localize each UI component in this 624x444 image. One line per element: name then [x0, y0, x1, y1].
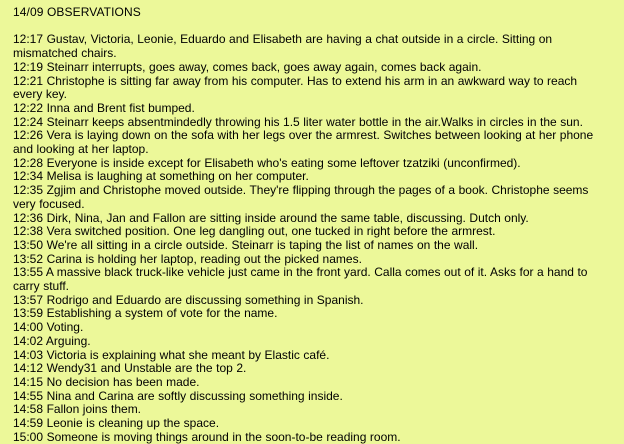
observation-entry: [13, 253, 609, 267]
entry-text: Zgjim and Christophe moved outside. They're flipping through the pages of a book. Christophe seems very focused.: [13, 183, 589, 211]
entry-text: Vera is laying down on the sofa with her legs over the armrest. Switches between looking at her phone and looking at her laptop.: [13, 128, 594, 157]
observation-entry: [13, 61, 609, 75]
entry-time: 13:52: [13, 251, 44, 266]
observation-entry: [13, 239, 609, 253]
observation-entry: [13, 116, 609, 130]
entry-time: 12:36: [13, 210, 44, 225]
entry-text: Nina and Carina are softly discussing something inside.: [46, 388, 343, 403]
observation-entry: [13, 431, 609, 444]
entry-text: Fallon joins them.: [46, 402, 142, 417]
observation-entry: [13, 321, 609, 335]
observation-entry: [13, 184, 609, 211]
entry-time: 14:55: [13, 388, 44, 403]
entry-time: 14:59: [13, 416, 44, 431]
observation-entry: [13, 129, 609, 156]
entry-time: 12:28: [13, 155, 44, 170]
entry-time: 14:15: [13, 374, 44, 389]
entry-text: Victoria is explaining what she meant by Elastic café.: [46, 347, 330, 362]
entry-time: 14:00: [13, 320, 44, 335]
observation-entry: [13, 362, 609, 376]
entry-time: 13:55: [13, 265, 44, 280]
observation-entry: [13, 212, 609, 226]
entry-time: 12:38: [13, 224, 44, 239]
observation-entry: [13, 307, 609, 321]
page-title: 14/09 OBSERVATIONS: [13, 5, 141, 19]
observations-list: [13, 33, 609, 444]
observation-entry: [13, 294, 609, 308]
observation-entry: [13, 266, 609, 293]
observation-entry: [13, 403, 609, 417]
entry-time: 12:34: [13, 169, 44, 184]
entry-text: Someone is moving things around in the soon-to-be reading room.: [46, 429, 401, 444]
observation-entry: [13, 376, 609, 390]
entry-text: Steinarr interrupts, goes away, comes back, goes away again, comes back again.: [46, 59, 482, 74]
entry-text: Carina is holding her laptop, reading out the picked names.: [46, 251, 362, 266]
observation-entry: [13, 157, 609, 171]
entry-text: Vera switched position. One leg dangling out, one tucked in right before the armrest.: [46, 224, 496, 239]
entry-time: 12:17: [13, 32, 44, 47]
entry-text: We're all sitting in a circle outside. Steinarr is taping the list of names on the wall.: [46, 237, 479, 252]
entry-time: 12:19: [13, 59, 44, 74]
entry-text: Inna and Brent fist bumped.: [46, 100, 195, 115]
entry-time: 12:26: [13, 128, 44, 143]
entry-time: 12:35: [13, 183, 44, 198]
entry-time: 12:22: [13, 100, 44, 115]
entry-time: 14:58: [13, 402, 44, 417]
observation-entry: [13, 170, 609, 184]
entry-text: Leonie is cleaning up the space.: [46, 416, 220, 431]
observation-entry: [13, 417, 609, 431]
entry-time: 13:50: [13, 237, 44, 252]
entry-text: No decision has been made.: [46, 374, 200, 389]
entry-text: Steinarr keeps absentmindedly throwing his 1.5 liter water bottle in the air.Walks in circles in the sun.: [46, 114, 583, 129]
entry-time: 15:00: [13, 429, 44, 444]
observation-entry: [13, 225, 609, 239]
entry-time: 13:57: [13, 292, 44, 307]
entry-text: Arguing.: [45, 333, 91, 348]
observation-entry: [13, 75, 609, 102]
observation-entry: [13, 102, 609, 116]
entry-text: Melisa is laughing at something on her computer.: [46, 169, 309, 184]
entry-text: Dirk, Nina, Jan and Fallon are sitting inside around the same table, discussing. Dutch only.: [46, 210, 529, 225]
observation-entry: [13, 335, 609, 349]
observation-entry: [13, 349, 609, 363]
entry-time: 14:02: [13, 333, 44, 348]
entry-text: Gustav, Victoria, Leonie, Eduardo and Elisabeth are having a chat outside in a circle. Sitting on mismatched chairs.: [13, 32, 553, 61]
entry-text: Rodrigo and Eduardo are discussing something in Spanish.: [46, 292, 364, 307]
entry-text: Voting.: [46, 320, 84, 335]
entry-text: A massive black truck-like vehicle just came in the front yard. Calla comes out of it. Asks for a hand to carry stuff.: [13, 265, 588, 294]
entry-text: Wendy31 and Unstable are the top 2.: [46, 361, 247, 376]
entry-text: Everyone is inside except for Elisabeth who's eating some leftover tzatziki (unconfirmed).: [46, 155, 521, 170]
observation-entry: [13, 390, 609, 404]
entry-time: 12:21: [13, 73, 44, 88]
entry-time: 12:24: [13, 114, 44, 129]
entry-time: 14:12: [13, 361, 44, 376]
observation-entry: [13, 33, 609, 60]
entry-time: 14:03: [13, 347, 44, 362]
entry-time: 13:59: [13, 306, 44, 321]
entry-text: Establishing a system of vote for the name.: [46, 306, 278, 321]
entry-text: Christophe is sitting far away from his computer. Has to extend his arm in an awkward way to reach every key.: [13, 73, 578, 102]
